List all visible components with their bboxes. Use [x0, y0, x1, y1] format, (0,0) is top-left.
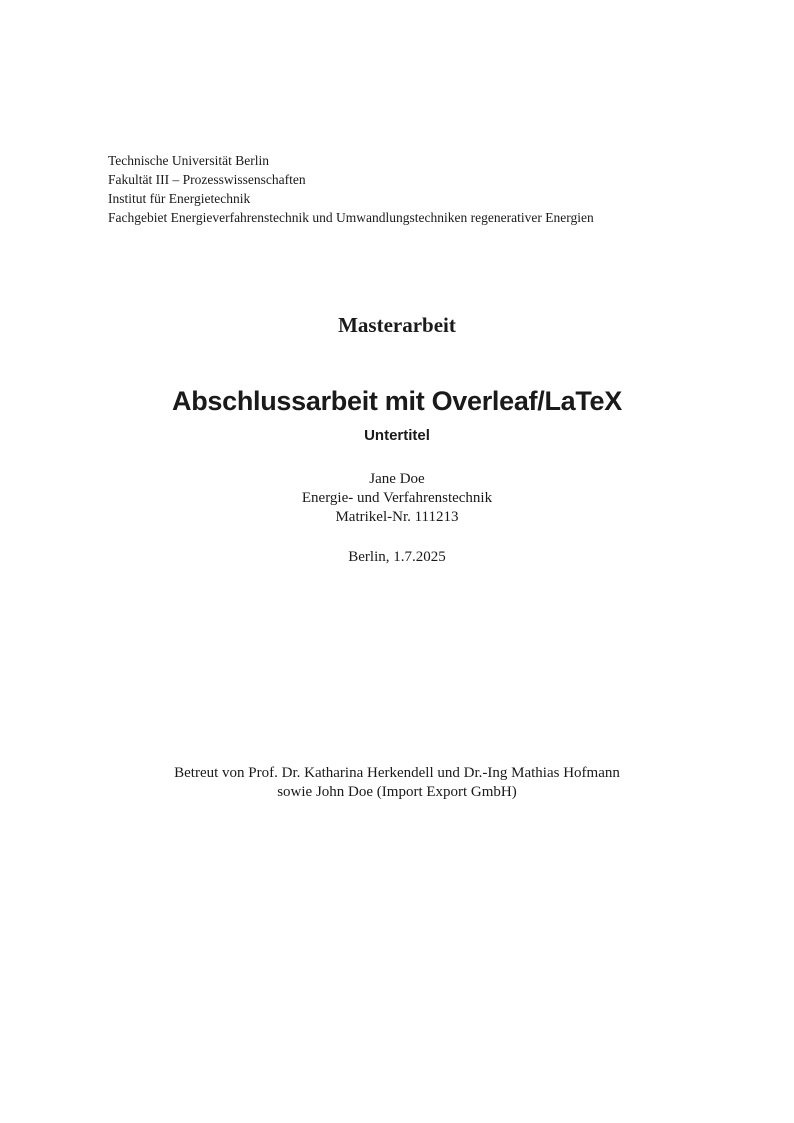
author-name: Jane Doe [369, 471, 425, 487]
place-and-date: Berlin, 1.7.2025 [348, 549, 446, 565]
author-block [0, 470, 794, 527]
supervision-line-1: Betreut von Prof. Dr. Katharina Herkendell und Dr.-Ing Mathias Hofmann [174, 765, 620, 781]
page-subtitle: Untertitel [364, 427, 430, 444]
page-title: Abschlussarbeit mit Overleaf/LaTeX [172, 386, 622, 416]
author-department: Energie- und Verfahrenstechnik [301, 490, 493, 506]
institution-line-institute: Institut für Energietechnik [108, 191, 251, 206]
author-matriculation: Matrikel-Nr. 111213 [335, 509, 459, 525]
institution-line-department: Fachgebiet Energieverfahrenstechnik und Umwandlungstechniken regenerativer Energien [108, 210, 594, 225]
institution-line-university: Technische Universität Berlin [108, 153, 270, 168]
supervision-line-2: sowie John Doe (Import Export GmbH) [277, 784, 517, 800]
supervision-note [0, 764, 794, 802]
document-type-heading: Masterarbeit [338, 313, 456, 337]
institution-line-faculty: Fakultät III – Prozesswissenschaften [108, 172, 306, 187]
institution-header [108, 151, 594, 227]
